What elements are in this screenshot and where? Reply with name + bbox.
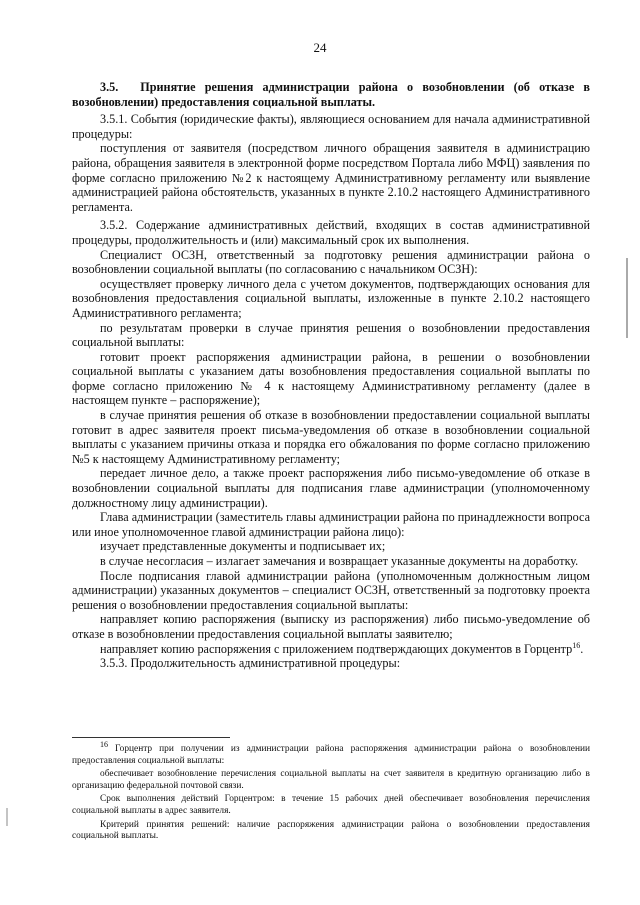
footnote-divider	[72, 737, 230, 738]
document-body	[72, 80, 590, 671]
paragraph: поступления от заявителя (посредством личного обращения заявителя в администрацию района, обращения заявителя в электронной форме посредством Портала либо МФЦ) заявления по форме согласно приложению №2 к настоящему Административному регламенту или выявление администрацией района обстоятельств, указанных в пункте 2.10.2 настоящего Административного регламента.	[72, 141, 590, 214]
page-number: 24	[313, 40, 327, 55]
paragraph: 3.5.3. Продолжительность административной процедуры:	[100, 656, 401, 671]
footnote-marker: 16	[100, 739, 108, 749]
paragraph: Специалист ОСЗН, ответственный за подготовку решения администрации района о возобновлении социальной выплаты (по согласованию с начальником ОСЗН):	[72, 247, 590, 277]
scan-margin-mark	[6, 808, 8, 826]
paragraph: 3.5.1. События (юридические факты), являющиеся основанием для начала административной процедуры:	[72, 112, 590, 141]
paragraph: 3.5.2. Содержание административных действий, входящих в состав административной процедуры, продолжительность и (или) максимальный срок их выполнения.	[72, 218, 590, 247]
paragraph: передает личное дело, а также проект распоряжения либо письмо-уведомление об отказе в возобновлении социальной выплаты для подписания главе администрации (уполномоченному должностному лицу администрации).	[72, 466, 590, 510]
paragraph-tail: .	[580, 641, 584, 656]
section-number: 3.5.	[100, 80, 119, 94]
paragraph-text: направляет копию распоряжения с приложением подтверждающих документов в Горцентр	[100, 641, 573, 656]
footnote-item: Критерий принятия решений: наличие распоряжения администрации района о возобновлении предоставления социальной выплаты.	[72, 819, 590, 842]
paragraph: готовит проект распоряжения администрации района, в решении о возобновлении социальной выплаты с указанием даты возобновления предоставления социальной выплаты по форме согласно приложению № 4 к настоящему Административному регламенту (далее в настоящем пункте – распоряжение);	[72, 349, 590, 408]
paragraph: осуществляет проверку личного дела с учетом документов, подтверждающих основания для возобновления предоставления социальной выплаты, изложенные в пункте 2.10.2 настоящего Административного регламента;	[72, 276, 590, 320]
footnote-item: обеспечивает возобновление перечисления социальной выплаты на счет заявителя в кредитную организацию либо в организацию федеральной почтовой связи.	[72, 769, 590, 791]
paragraph: Глава администрации (заместитель главы администрации района по принадлежности вопроса или иное уполномоченное главой администрации района лицо):	[72, 510, 590, 539]
footnote-text: Горцентр при получении из администрации района распоряжения администрации района о возобновлении предоставления социальной выплаты:	[72, 744, 590, 766]
scan-margin-mark	[626, 258, 628, 338]
footnote-reference[interactable]: 16	[572, 640, 581, 650]
paragraph-gorcentr	[72, 642, 590, 657]
paragraph: После подписания главой администрации района (уполномоченным должностным лицом администрации) указанных документов – специалист ОСЗН, ответственный за подготовку проекта решения о возобновлении предоставления социальной выплаты:	[72, 568, 590, 612]
paragraph: изучает представленные документы и подписывает их;	[100, 539, 386, 554]
section-heading	[72, 80, 590, 109]
paragraph: направляет копию распоряжения (выписку из распоряжения) либо письмо-уведомление об отказе в возобновлении предоставления социальной выплаты заявителю;	[72, 612, 590, 641]
paragraph: в случае принятия решения об отказе в возобновлении предоставлении социальной выплаты готовит в адрес заявителя проект письма-уведомления об отказе в возобновлении социальной выплаты с указанием причины отказа и порядка его обжалования по форме согласно приложению №5 к настоящему Административному регламенту;	[72, 408, 590, 466]
paragraph: в случае несогласия – излагает замечания и возвращает указанные документы на доработку.	[100, 554, 579, 568]
paragraph: по результатам проверки в случае принятия решения о возобновлении предоставления социальной выплаты:	[72, 320, 590, 350]
footnotes	[72, 739, 590, 845]
footnote	[72, 739, 590, 767]
section-title: Принятие решения администрации района о возобновлении (об отказе в возобновлении) предоставления социальной выплаты.	[72, 80, 590, 109]
footnote-item: Срок выполнения действий Горцентром: в течение 15 рабочих дней обеспечивает возобновления перечисления социальной выплаты в адрес заявителя.	[72, 794, 590, 816]
